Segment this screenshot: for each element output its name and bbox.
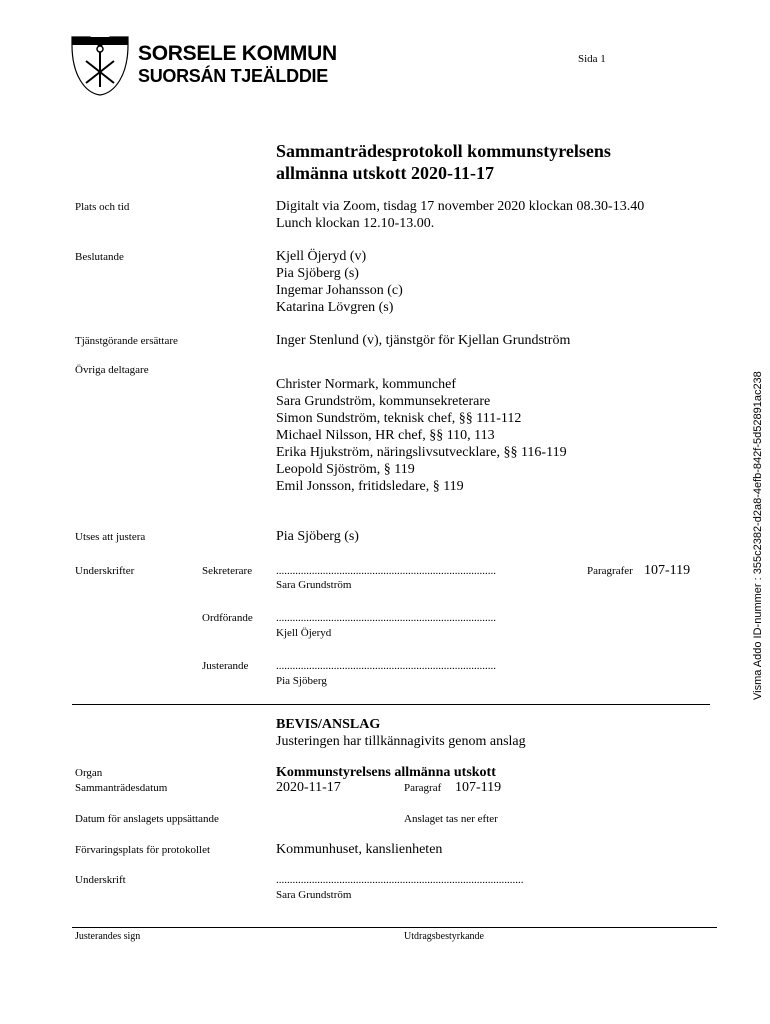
underskrift-label: Underskrift — [75, 874, 126, 886]
ovriga-item: Michael Nilsson, HR chef, §§ 110, 113 — [276, 428, 495, 443]
visma-addo-id: Visma Addo ID-nummer : 355c2382-d2a8-4efb-842f-5d52891ac238 — [752, 371, 764, 700]
paragraf-label: Paragraf — [404, 782, 442, 794]
justerande-signature-line: ................................................................................ — [276, 660, 496, 672]
title-line: Sammanträdesprotokoll kommunstyrelsens — [276, 141, 611, 161]
paragrafer-value: 107-119 — [644, 563, 691, 578]
uppsattande-label: Datum för anslagets uppsättande — [75, 813, 219, 825]
ersattare-value: Inger Stenlund (v), tjänstgör för Kjellan Grundström — [276, 333, 571, 348]
plats-line: Lunch klockan 12.10-13.00. — [276, 216, 435, 231]
forvaring-label: Förvaringsplats för protokollet — [75, 844, 211, 856]
underskrifter-label: Underskrifter — [75, 565, 135, 577]
footer-utdragsbestyrkande: Utdragsbestyrkande — [404, 931, 484, 942]
justerande-role: Justerande — [202, 660, 249, 672]
organ-value: Kommunstyrelsens allmänna utskott — [276, 765, 496, 780]
bevis-title: BEVIS/ANSLAG — [276, 717, 381, 732]
ovriga-item: Christer Normark, kommunchef — [276, 377, 457, 392]
ovriga-item: Emil Jonsson, fritidsledare, § 119 — [276, 479, 464, 494]
beslutande-item: Ingemar Johansson (c) — [276, 283, 403, 298]
organ-label: Organ — [75, 767, 103, 779]
municipal-emblem-icon — [70, 35, 130, 97]
plats-line: Digitalt via Zoom, tisdag 17 november 2020 klockan 08.30-13.40 — [276, 199, 645, 214]
logo-line-2: SUORSÁN TJEÄLDDIE — [138, 66, 328, 86]
ordforande-role: Ordförande — [202, 612, 253, 624]
forvaring-value: Kommunhuset, kanslienheten — [276, 842, 443, 857]
datum-label: Sammanträdesdatum — [75, 782, 168, 794]
beslutande-item: Katarina Lövgren (s) — [276, 300, 394, 315]
ovriga-item: Erika Hjukström, näringslivsutvecklare, §§ 116-119 — [276, 445, 567, 460]
beslutande-label: Beslutande — [75, 251, 124, 263]
divider — [72, 704, 710, 705]
beslutande-list — [276, 248, 403, 316]
paragrafer-label: Paragrafer — [587, 565, 633, 577]
ordforande-name: Kjell Öjeryd — [276, 627, 332, 639]
page-number: Sida 1 — [578, 53, 606, 65]
sekreterare-signature-line: ................................................................................ — [276, 565, 496, 577]
sekreterare-role: Sekreterare — [202, 565, 253, 577]
logo — [70, 35, 130, 97]
logo-line-1: SORSELE KOMMUN — [138, 42, 337, 65]
paragraf-value: 107-119 — [455, 780, 502, 795]
underskrift-name: Sara Grundström — [276, 889, 352, 901]
underskrift-signature-line: .......................................................................................... — [276, 874, 524, 886]
plats-value — [276, 198, 644, 232]
justerande-name: Pia Sjöberg — [276, 675, 327, 687]
beslutande-item: Pia Sjöberg (s) — [276, 266, 359, 281]
ovriga-list — [276, 376, 567, 495]
sekreterare-name: Sara Grundström — [276, 579, 352, 591]
bevis-subtitle: Justeringen har tillkännagivits genom anslag — [276, 734, 526, 749]
ersattare-label: Tjänstgörande ersättare — [75, 335, 178, 347]
title-line: allmänna utskott 2020-11-17 — [276, 163, 495, 183]
utses-label: Utses att justera — [75, 531, 146, 543]
nedtagande-label: Anslaget tas ner efter — [404, 813, 498, 825]
ovriga-item: Sara Grundström, kommunsekreterare — [276, 394, 491, 409]
ovriga-item: Leopold Sjöström, § 119 — [276, 462, 415, 477]
ovriga-item: Simon Sundström, teknisk chef, §§ 111-112 — [276, 411, 522, 426]
beslutande-item: Kjell Öjeryd (v) — [276, 249, 367, 264]
footer-divider — [72, 927, 717, 928]
ovriga-label: Övriga deltagare — [75, 364, 149, 376]
document-title — [276, 140, 611, 184]
datum-value: 2020-11-17 — [276, 780, 341, 795]
ordforande-signature-line: ................................................................................ — [276, 612, 496, 624]
utses-value: Pia Sjöberg (s) — [276, 529, 359, 544]
footer-justerandes-sign: Justerandes sign — [75, 931, 141, 942]
plats-label: Plats och tid — [75, 201, 130, 213]
